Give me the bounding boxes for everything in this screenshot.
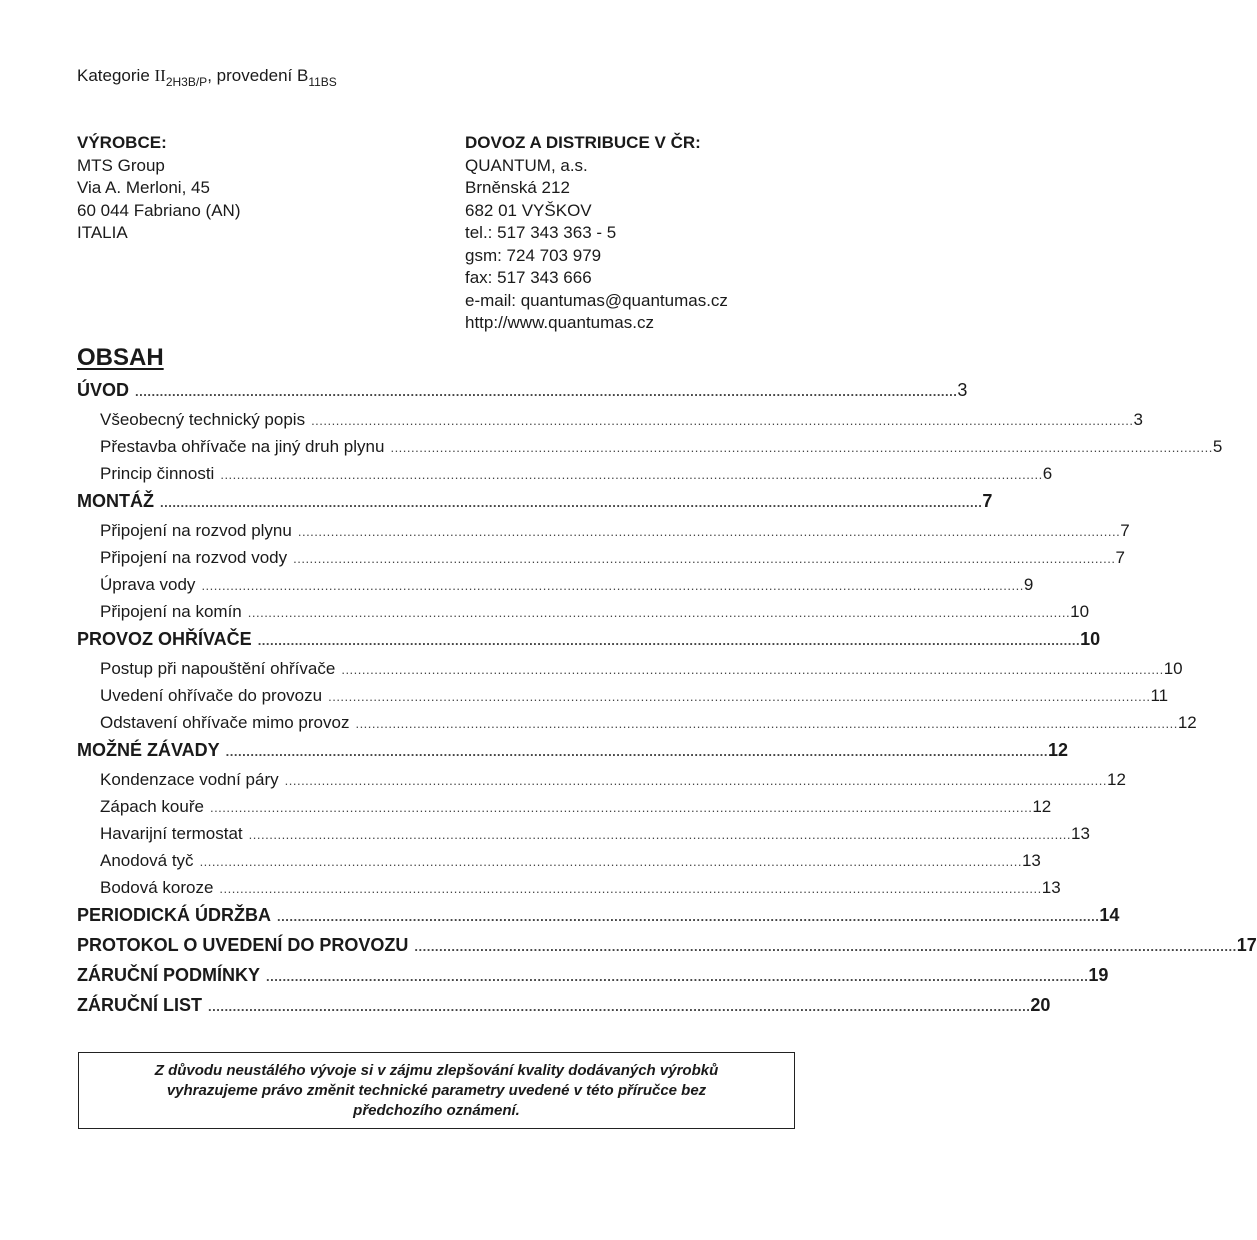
distributor-fax: fax: 517 343 666 [465, 268, 592, 287]
category-line [77, 66, 337, 89]
toc-leader-dots: ........................................................................................................................................................................................................ [208, 999, 1031, 1014]
toc-subsection [77, 659, 1183, 686]
manufacturer-heading: VÝROBCE: [77, 133, 167, 152]
toc-entry-page: 10 [1070, 602, 1090, 621]
toc-entry-page: 20 [1030, 995, 1051, 1015]
manufacturer-line: Via A. Merloni, 45 [77, 178, 210, 197]
toc-entry-label: MONTÁŽ [77, 491, 154, 511]
toc-section [77, 935, 1257, 965]
toc-leader-dots: ........................................................................................................................................................................................................ [341, 662, 1164, 677]
toc-subsection [77, 437, 1223, 464]
toc-leader-dots: ........................................................................................................................................................................................................ [159, 495, 983, 510]
toc-entry-page: 12 [1048, 740, 1069, 760]
toc-entry-label: Všeobecný technický popis [100, 410, 306, 429]
toc-leader-dots: ........................................................................................................................................................................................................ [390, 440, 1213, 455]
toc-subsection [77, 824, 1090, 851]
toc-leader-dots: ........................................................................................................................................................................................................ [277, 909, 1100, 924]
toc-entry-page: 11 [1150, 686, 1169, 705]
toc-entry-label: ZÁRUČNÍ LIST [77, 995, 202, 1015]
toc-entry-label: Přestavba ohřívače na jiný druh plynu [100, 437, 385, 456]
toc-subsection [77, 713, 1197, 740]
toc-section [77, 629, 1101, 659]
notice-box [78, 1052, 795, 1129]
toc-entry-page: 7 [1115, 548, 1125, 567]
toc-subsection [77, 410, 1143, 437]
toc-entry-page: 3 [957, 380, 968, 400]
distributor-line: QUANTUM, a.s. [465, 155, 588, 175]
toc-leader-dots: ........................................................................................................................................................................................................ [209, 800, 1033, 815]
toc-entry-page: 17 [1236, 935, 1257, 955]
toc-entry-page: 12 [1107, 770, 1126, 789]
distributor-block [465, 132, 728, 335]
toc-entry-page: 13 [1041, 878, 1061, 897]
toc-entry-label: Zápach kouře [100, 797, 204, 816]
toc-entry-label: Připojení na rozvod vody [100, 548, 288, 567]
toc-leader-dots: ........................................................................................................................................................................................................ [225, 744, 1049, 759]
toc-entry-page: 9 [1023, 575, 1034, 594]
toc-entry-label: PROVOZ OHŘÍVAČE [77, 629, 252, 649]
toc-section [77, 905, 1120, 935]
toc-entry-page: 6 [1042, 464, 1053, 483]
category-b-sub: 11BS [308, 75, 337, 89]
toc-entry-page: 13 [1021, 851, 1041, 870]
toc-entry-label: Princip činnosti [100, 464, 215, 483]
distributor-line: 682 01 VYŠKOV [465, 200, 592, 220]
category-middle: , provedení B [207, 66, 309, 85]
toc-subsection [77, 464, 1053, 491]
toc-subsection [77, 851, 1041, 878]
toc-entry-page: 12 [1032, 797, 1052, 816]
toc-entry-page: 13 [1071, 824, 1090, 843]
toc-entry-label: Postup při napouštění ohřívače [100, 659, 336, 678]
table-of-contents [77, 380, 1257, 1025]
distributor-line: Brněnská 212 [465, 178, 570, 197]
manufacturer-line: MTS Group [77, 155, 165, 175]
toc-leader-dots: ........................................................................................................................................................................................................ [328, 689, 1151, 704]
toc-entry-label: Připojení na komín [100, 602, 242, 621]
toc-entry-label: Bodová koroze [100, 878, 214, 897]
toc-section [77, 491, 993, 521]
toc-leader-dots: ........................................................................................................................................................................................................ [257, 633, 1081, 648]
toc-entry-label: ÚVOD [77, 380, 130, 400]
toc-leader-dots: ........................................................................................................................................................................................................ [414, 939, 1237, 954]
manufacturer-block [77, 132, 240, 245]
toc-leader-dots: ........................................................................................................................................................................................................ [297, 524, 1121, 539]
toc-subsection [77, 575, 1034, 602]
toc-entry-page: 19 [1088, 965, 1109, 985]
distributor-heading: DOVOZ A DISTRIBUCE V ČR: [465, 133, 701, 152]
distributor-phone: tel.: 517 343 363 - 5 [465, 223, 617, 242]
category-roman-sub: 2H3B/P [165, 75, 208, 89]
distributor-website: http://www.quantumas.cz [465, 313, 654, 332]
toc-entry-page: 7 [982, 491, 993, 511]
toc-subsection [77, 548, 1125, 575]
toc-entry-label: PROTOKOL O UVEDENÍ DO PROVOZU [77, 935, 409, 955]
toc-subsection [77, 878, 1061, 905]
toc-subsection [77, 686, 1169, 713]
category-roman: II [154, 66, 166, 85]
toc-entry-label: Odstavení ohřívače mimo provoz [100, 713, 350, 732]
toc-entry-label: Anodová tyč [100, 851, 194, 870]
distributor-email: e-mail: quantumas@quantumas.cz [465, 290, 728, 310]
toc-entry-page: 5 [1212, 437, 1223, 456]
notice-line: vyhrazujeme právo změnit technické parametry uvedené v této příručce bez [166, 1082, 707, 1099]
toc-section [77, 740, 1069, 770]
distributor-gsm: gsm: 724 703 979 [465, 245, 602, 265]
toc-section [77, 995, 1051, 1025]
toc-leader-dots: ........................................................................................................................................................................................................ [247, 605, 1071, 620]
toc-entry-label: MOŽNÉ ZÁVADY [77, 740, 220, 760]
manufacturer-line: ITALIA [77, 223, 128, 242]
toc-entry-label: ZÁRUČNÍ PODMÍNKY [77, 965, 260, 985]
toc-leader-dots: ........................................................................................................................................................................................................ [248, 827, 1072, 842]
toc-leader-dots: ........................................................................................................................................................................................................ [266, 969, 1089, 984]
toc-subsection [77, 797, 1052, 824]
toc-leader-dots: ........................................................................................................................................................................................................ [219, 881, 1042, 896]
toc-leader-dots: ........................................................................................................................................................................................................ [220, 467, 1043, 482]
toc-subsection [77, 770, 1126, 797]
category-prefix: Kategorie [77, 66, 155, 85]
manufacturer-line: 60 044 Fabriano (AN) [77, 200, 241, 220]
toc-entry-page: 14 [1099, 905, 1120, 925]
toc-subsection [77, 521, 1130, 548]
toc-entry-label: Havarijní termostat [100, 824, 243, 843]
toc-entry-label: Kondenzace vodní páry [100, 770, 279, 789]
toc-subsection [77, 602, 1090, 629]
toc-entry-label: Uvedení ohřívače do provozu [100, 686, 323, 705]
toc-entry-page: 10 [1163, 659, 1183, 678]
toc-leader-dots: ........................................................................................................................................................................................................ [135, 384, 958, 399]
toc-entry-page: 3 [1133, 410, 1143, 429]
toc-entry-label: PERIODICKÁ ÚDRŽBA [77, 905, 272, 925]
toc-leader-dots: ........................................................................................................................................................................................................ [293, 551, 1116, 566]
toc-entry-label: Úprava vody [100, 575, 196, 594]
toc-entry-page: 10 [1080, 629, 1101, 649]
toc-leader-dots: ........................................................................................................................................................................................................ [201, 578, 1024, 593]
toc-entry-page: 12 [1177, 713, 1197, 732]
toc-leader-dots: ........................................................................................................................................................................................................ [284, 773, 1107, 788]
notice-line: předchozího oznámení. [353, 1102, 520, 1119]
toc-leader-dots: ........................................................................................................................................................................................................ [355, 716, 1178, 731]
toc-leader-dots: ........................................................................................................................................................................................................ [199, 854, 1022, 869]
toc-leader-dots: ........................................................................................................................................................................................................ [311, 413, 1134, 428]
notice-line: Z důvodu neustálého vývoje si v zájmu zlepšování kvality dodávaných výrobků [154, 1062, 719, 1079]
toc-entry-page: 7 [1120, 521, 1130, 540]
toc-section [77, 965, 1109, 995]
toc-section [77, 380, 968, 410]
toc-title: OBSAH [77, 344, 164, 371]
toc-entry-label: Připojení na rozvod plynu [100, 521, 292, 540]
